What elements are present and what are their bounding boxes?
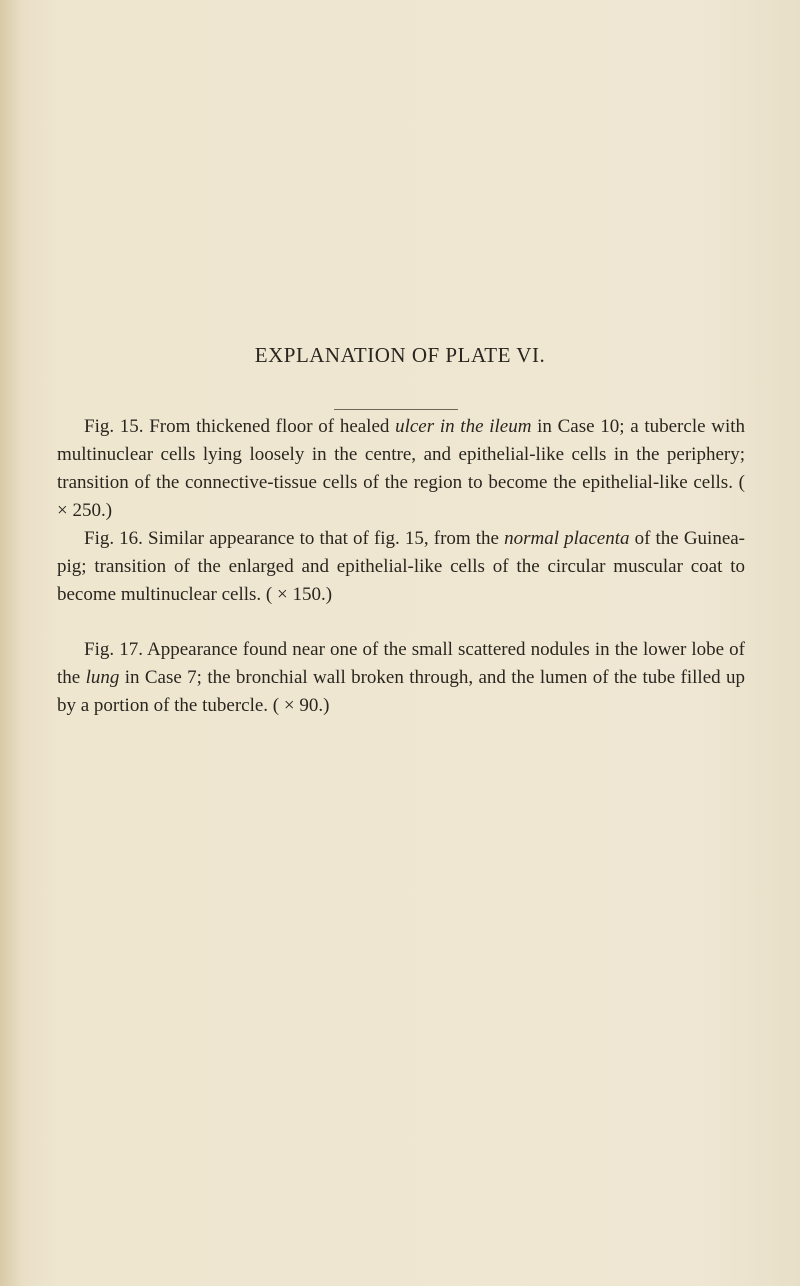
fig-16-italic: normal placenta <box>504 528 630 549</box>
fig-17-text-end: in Case 7; the bronchial wall broken through, and the lumen of the tube filled up by a portion of the tubercle. ( × 90.) <box>57 667 746 716</box>
fig-15-text-start: Fig. 15. From thickened floor of healed <box>84 416 396 437</box>
figure-17-explanation <box>57 636 745 720</box>
figure-15-explanation <box>57 413 745 525</box>
divider-rule <box>334 409 458 410</box>
page-title: EXPLANATION OF PLATE VI. <box>254 343 546 367</box>
fig-17-italic: lung <box>85 667 120 688</box>
figure-16-explanation <box>57 525 745 609</box>
fig-15-text-end: in Case 10; a tubercle with multinuclear cells lying loosely in the centre, and epithelial-like cells in the periphery; transition of the connective-tissue cells of the region to become the epithelial-like cells. ( × 250.) <box>57 416 746 521</box>
fig-16-text-end: of the Guinea-pig; transition of the enlarged and epithelial-like cells of the circular muscular coat to become multinuclear cells. ( × 150.) <box>57 528 746 605</box>
fig-16-text-start: Fig. 16. Similar appearance to that of fig. 15, from the <box>84 528 505 549</box>
fig-17-text-start: Fig. 17. Appearance found near one of the small scattered nodules in the lower lobe of the <box>57 639 745 688</box>
fig-15-italic: ulcer in the ileum <box>395 416 532 437</box>
